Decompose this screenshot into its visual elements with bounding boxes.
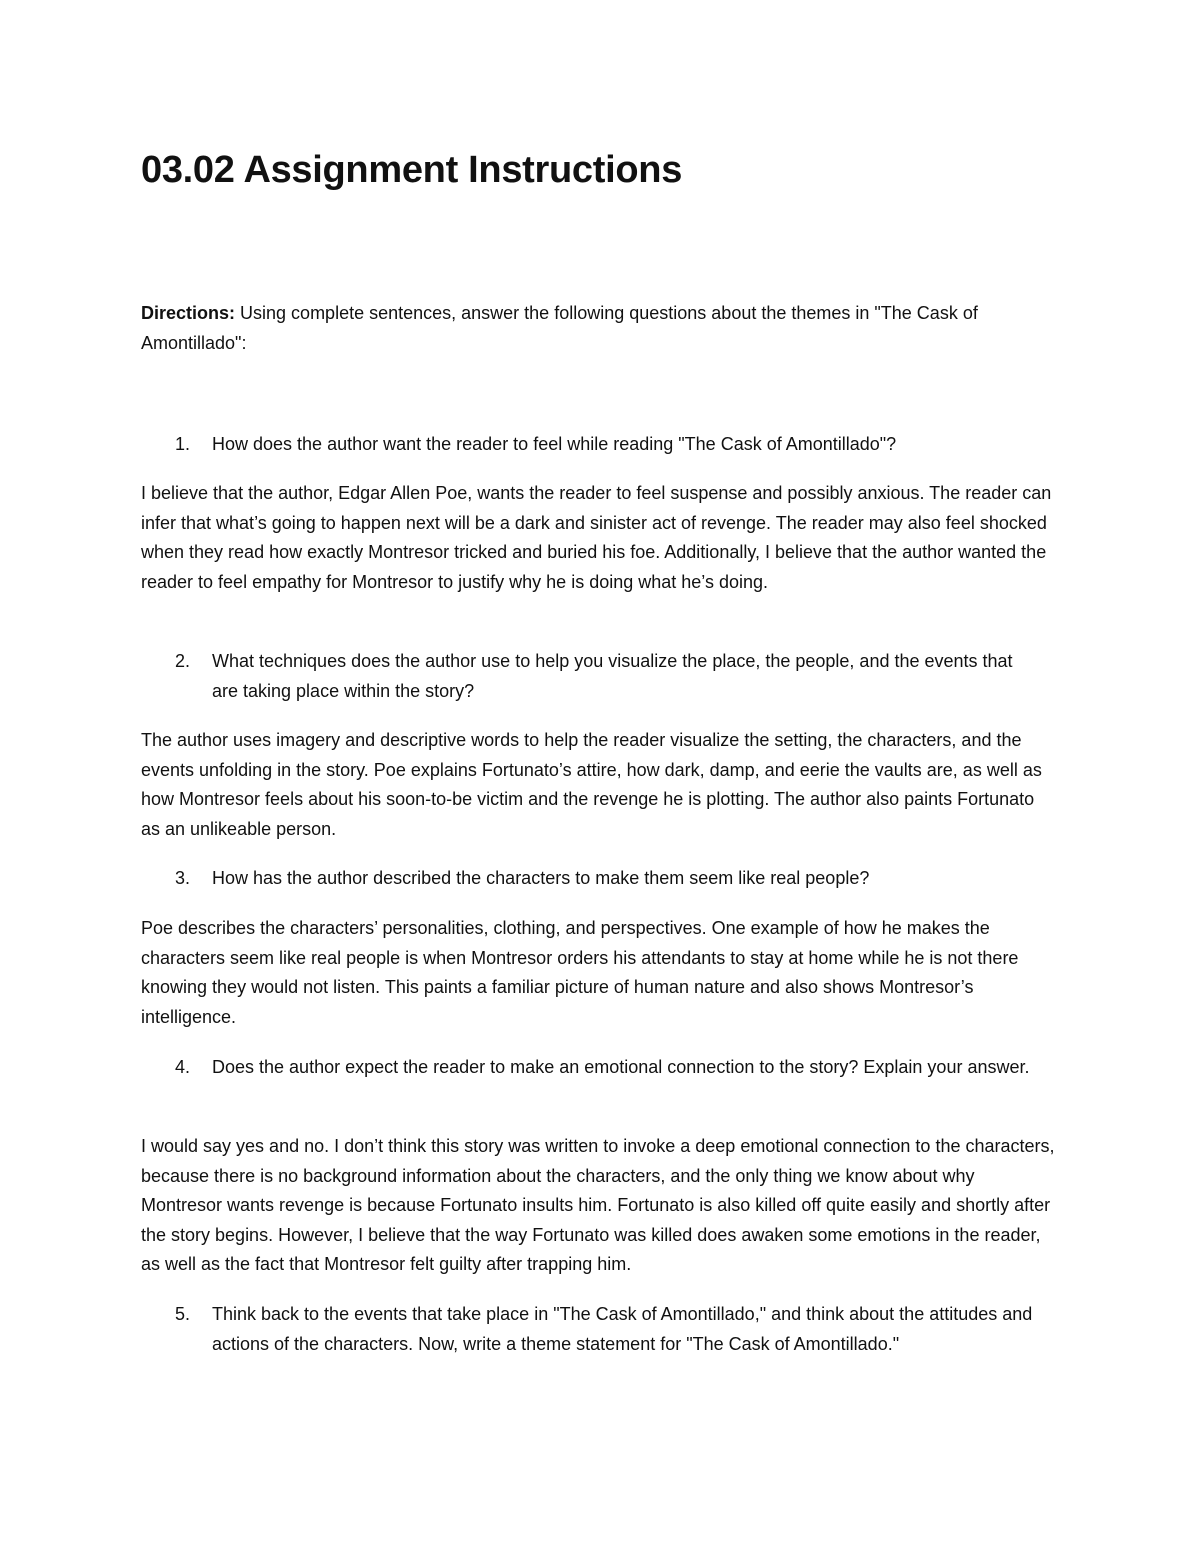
question-text: Think back to the events that take place in "The Cask of Amontillado," and think about the attitudes and actions of the characters. Now, write a theme statement for "The Cask of Amontillado." (212, 1304, 1033, 1354)
question-number: 2. (175, 651, 191, 671)
question-number: 3. (175, 868, 191, 888)
question-3 (141, 864, 1061, 894)
answer-2: The author uses imagery and descriptive words to help the reader visualize the setting, the characters, and the events unfolding in the story. Poe explains Fortunato’s attire, how dark, damp, and eerie the vaults are, as well as how Montresor feels about his soon-to-be victim and the revenge he is plotting. The author also paints Fortunato as an unlikeable person. (141, 730, 1042, 839)
page-title: 03.02 Assignment Instructions (141, 149, 683, 191)
directions-text: Using complete sentences, answer the following questions about the themes in "The Cask of Amontillado": (141, 303, 978, 353)
question-1 (141, 430, 1061, 460)
question-4 (141, 1053, 1061, 1083)
question-2 (141, 647, 1061, 706)
question-number: 5. (175, 1304, 191, 1324)
directions-paragraph (141, 299, 1061, 358)
question-text: What techniques does the author use to help you visualize the place, the people, and the events that are taking place within the story? (212, 651, 1013, 701)
answer-4: I would say yes and no. I don’t think this story was written to invoke a deep emotional connection to the characters, because there is no background information about the characters, and the only thing we know about why Montresor wants revenge is because Fortunato insults him. Fortunato is also killed off quite easily and shortly after the story begins. However, I believe that the way Fortunato was killed does awaken some emotions in the reader, as well as the fact that Montresor felt guilty after trapping him. (141, 1136, 1055, 1274)
question-text: How does the author want the reader to feel while reading "The Cask of Amontillado"? (212, 434, 897, 454)
answer-3: Poe describes the characters’ personalities, clothing, and perspectives. One example of how he makes the characters seem like real people is when Montresor orders his attendants to stay at home while he is not there knowing they would not listen. This paints a familiar picture of human nature and also shows Montresor’s intelligence. (141, 918, 1019, 1027)
directions-label: Directions: (141, 303, 236, 323)
question-number: 4. (175, 1057, 191, 1077)
question-number: 1. (175, 434, 191, 454)
question-text: Does the author expect the reader to make an emotional connection to the story? Explain your answer. (212, 1057, 1030, 1077)
answer-1: I believe that the author, Edgar Allen Poe, wants the reader to feel suspense and possibly anxious. The reader can infer that what’s going to happen next will be a dark and sinister act of revenge. The reader may also feel shocked when they read how exactly Montresor tricked and buried his foe. Additionally, I believe that the author wanted the reader to feel empathy for Montresor to justify why he is doing what he’s doing. (141, 483, 1052, 592)
question-5 (141, 1300, 1061, 1359)
question-text: How has the author described the characters to make them seem like real people? (212, 868, 870, 888)
